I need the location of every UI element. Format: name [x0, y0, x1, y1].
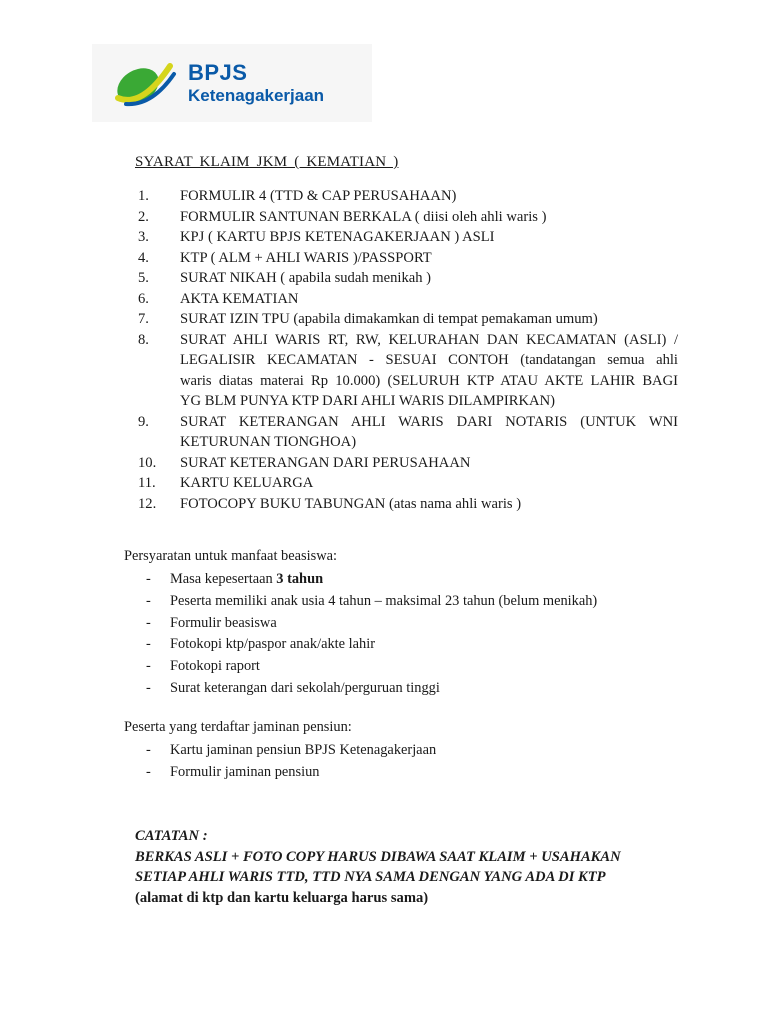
- item-text: Fotokopi ktp/paspor anak/akte lahir: [170, 636, 376, 653]
- item-number: 8.: [138, 331, 149, 348]
- item-text-line: SURAT KETERANGAN AHLI WARIS DARI NOTARIS (UNTUK WNI: [180, 413, 678, 430]
- list-item: [138, 186, 678, 207]
- dash-bullet: -: [146, 679, 151, 696]
- item-text: Fotokopi raport: [170, 658, 260, 675]
- item-text: KPJ ( KARTU BPJS KETENAGAKERJAAN ) ASLI: [180, 229, 495, 245]
- scholarship-list: [146, 569, 706, 700]
- item-text: SURAT IZIN TPU (apabila dimakamkan di tempat pemakaman umum): [180, 311, 598, 327]
- item-text-line: LEGALISIR KECAMATAN - SESUAI CONTOH (tandatangan semua ahli: [180, 352, 678, 368]
- list-item: [138, 248, 678, 269]
- item-number: 4.: [138, 249, 149, 266]
- item-number: 1.: [138, 188, 149, 204]
- dash-bullet: -: [146, 614, 151, 631]
- item-text: KTP ( ALM + AHLI WARIS )/PASSPORT: [180, 249, 432, 266]
- item-text: Peserta memiliki anak usia 4 tahun – maksimal 23 tahun (belum menikah): [170, 592, 598, 609]
- item-number: 9.: [138, 413, 149, 430]
- list-item: [146, 569, 706, 591]
- item-text: Formulir beasiswa: [170, 614, 277, 631]
- list-item: [146, 634, 706, 656]
- item-number: 3.: [138, 229, 149, 245]
- note-block: [135, 826, 695, 908]
- item-text: Formulir jaminan pensiun: [170, 763, 320, 780]
- item-text: [170, 569, 323, 591]
- pension-heading: Peserta yang terdaftar jaminan pensiun:: [124, 719, 352, 735]
- item-text: Kartu jaminan pensiun BPJS Ketenagakerjaan: [170, 742, 437, 758]
- list-item: [146, 613, 706, 635]
- item-text: SURAT KETERANGAN DARI PERUSAHAAN: [180, 454, 471, 471]
- item-text: FOTOCOPY BUKU TABUNGAN (atas nama ahli waris ): [180, 495, 522, 512]
- document-title: SYARAT KLAIM JKM ( KEMATIAN ): [135, 154, 399, 170]
- logo-subtitle-text: Ketenagakerjaan: [188, 86, 325, 105]
- list-item: [146, 591, 706, 613]
- list-item: [138, 309, 678, 330]
- note-label: CATATAN :: [135, 828, 208, 844]
- list-item: [138, 453, 678, 474]
- list-item: [138, 412, 678, 453]
- list-item: [146, 678, 706, 700]
- pension-list: [146, 740, 706, 784]
- item-text: FORMULIR SANTUNAN BERKALA ( diisi oleh ahli waris ): [180, 208, 547, 225]
- list-item: [138, 227, 678, 248]
- list-item: [138, 207, 678, 228]
- bpjs-leaf-icon: [112, 58, 178, 110]
- note-line: SETIAP AHLI WARIS TTD, TTD NYA SAMA DENGAN YANG ADA DI KTP: [135, 869, 606, 885]
- item-number: 10.: [138, 454, 157, 471]
- item-text-bold: 3 tahun: [276, 571, 324, 587]
- item-number: 7.: [138, 311, 149, 327]
- item-text-line: waris diatas materai Rp 10.000) (SELURUH KTP ATAU AKTE LAHIR BAGI: [180, 372, 678, 389]
- dash-bullet: -: [146, 592, 151, 609]
- requirements-list: [138, 186, 678, 514]
- item-text: [180, 330, 678, 412]
- item-text-regular: Masa kepesertaan: [170, 571, 277, 587]
- list-item: [138, 330, 678, 412]
- dash-bullet: -: [146, 636, 151, 653]
- list-item: [138, 473, 678, 494]
- item-text: AKTA KEMATIAN: [180, 290, 299, 307]
- item-number: 12.: [138, 495, 157, 512]
- item-number: 5.: [138, 270, 149, 286]
- item-text: [180, 412, 678, 453]
- dash-bullet: -: [146, 571, 151, 587]
- item-text: KARTU KELUARGA: [180, 475, 314, 491]
- note-line: BERKAS ASLI + FOTO COPY HARUS DIBAWA SAAT KLAIM + USAHAKAN: [135, 848, 621, 865]
- item-text-line: SURAT AHLI WARIS RT, RW, KELURAHAN DAN KECAMATAN (ASLI) /: [180, 331, 678, 348]
- scholarship-heading: Persyaratan untuk manfaat beasiswa:: [124, 548, 337, 564]
- item-text: Surat keterangan dari sekolah/perguruan tinggi: [170, 679, 440, 696]
- bpjs-logo: [92, 44, 372, 122]
- list-item: [146, 656, 706, 678]
- item-number: 6.: [138, 290, 149, 307]
- list-item: [146, 740, 706, 762]
- list-item: [138, 494, 678, 515]
- note-line: (alamat di ktp dan kartu keluarga harus sama): [135, 889, 429, 906]
- item-text: FORMULIR 4 (TTD & CAP PERUSAHAAN): [180, 188, 457, 204]
- item-number: 2.: [138, 208, 149, 225]
- item-text: SURAT NIKAH ( apabila sudah menikah ): [180, 270, 432, 286]
- dash-bullet: -: [146, 742, 151, 758]
- list-item: [138, 289, 678, 310]
- list-item: [146, 762, 706, 784]
- item-text-line: YG BLM PUNYA KTP DARI AHLI WARIS DILAMPIRKAN): [180, 393, 555, 409]
- logo-brand-text: BPJS: [188, 60, 248, 85]
- list-item: [138, 268, 678, 289]
- item-text-line: KETURUNAN TIONGHOA): [180, 434, 357, 450]
- dash-bullet: -: [146, 658, 151, 675]
- item-number: 11.: [138, 475, 156, 491]
- dash-bullet: -: [146, 763, 151, 780]
